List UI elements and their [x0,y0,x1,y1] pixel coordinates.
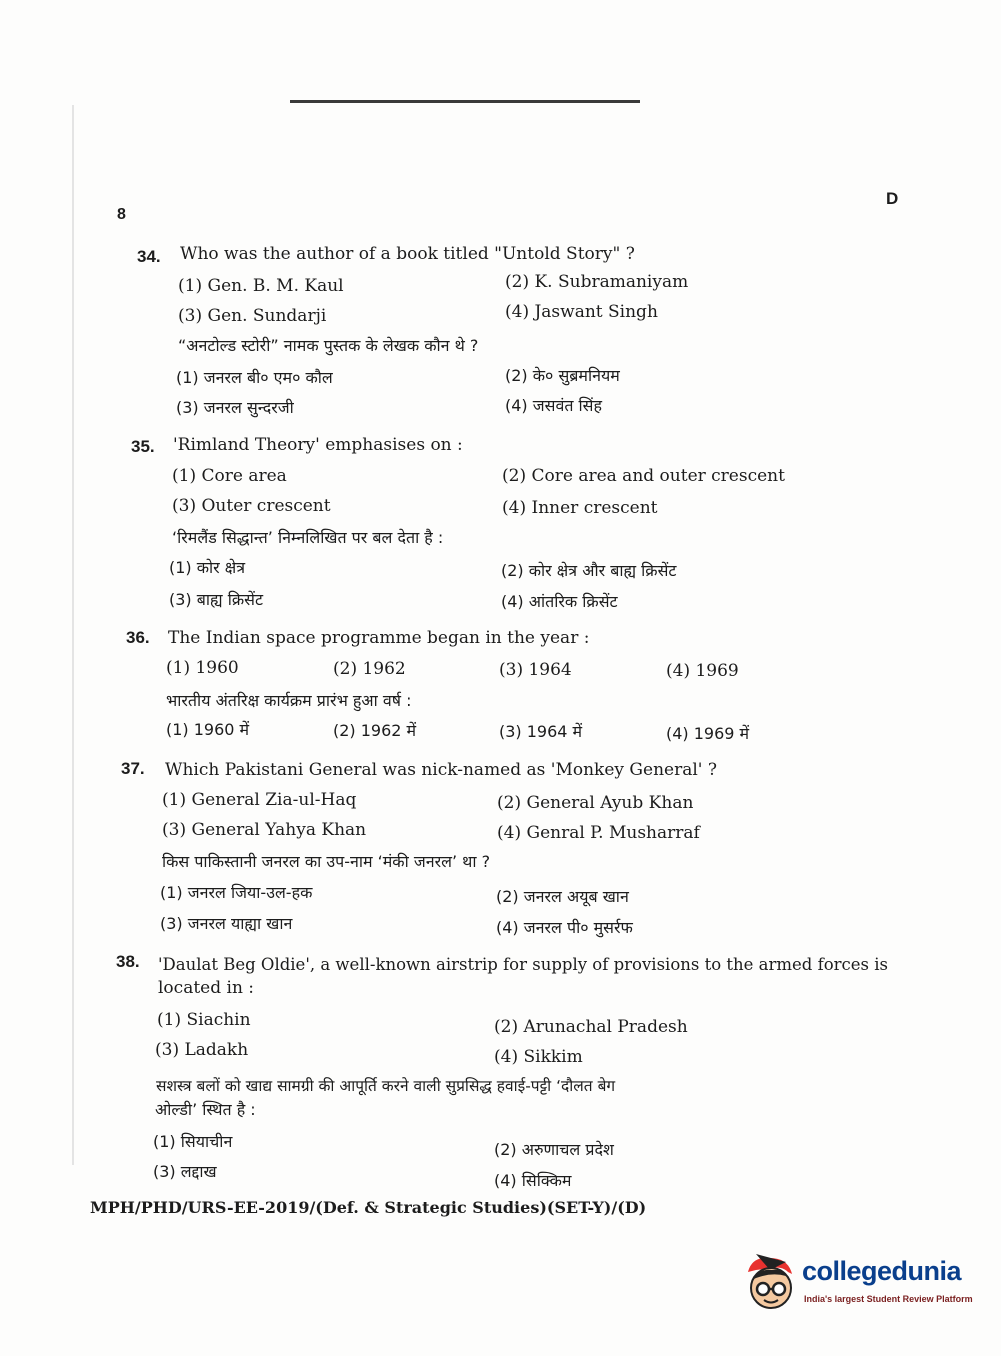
question-text-en: Who was the author of a book titled "Untold Story" ? [180,244,635,264]
question-text-hi-line-2: ओल्डी’ स्थित है : [155,1100,256,1119]
question-text-en-line-1: 'Daulat Beg Oldie', a well-known airstrip for supply of provisions to the armed forces is [158,955,889,974]
option-3-hi: (3) 1964 में [499,722,583,741]
option-2-en: (2) General Ayub Khan [497,793,694,813]
option-3-en: (3) 1964 [499,660,572,680]
header-rule [290,100,640,103]
option-2-en: (2) Core area and outer crescent [502,466,785,486]
question-text-hi: “अनटोल्ड स्टोरी” नामक पुस्तक के लेखक कौन थे ? [178,336,479,355]
brand-tagline: India's largest Student Review Platform [804,1294,973,1304]
option-3-hi: (3) जनरल सुन्दरजी [176,398,294,417]
option-4-hi: (4) सिक्किम [494,1171,572,1190]
option-2-hi: (2) कोर क्षेत्र और बाह्य क्रिसेंट [501,561,677,580]
question-text-hi-line-1: सशस्त्र बलों को खाद्य सामग्री की आपूर्ति करने वाली सुप्रसिद्ध हवाई-पट्टी ‘दौलत बेग [156,1077,616,1095]
option-3-hi: (3) जनरल याह्या खान [160,914,293,933]
option-3-en: (3) Outer crescent [172,496,331,516]
brand-name: collegedunia [802,1256,962,1286]
option-4-en: (4) 1969 [666,661,739,681]
set-code: D [886,189,899,208]
option-3-hi: (3) लद्दाख [153,1162,217,1181]
option-4-hi: (4) जनरल पी० मुसर्रफ [496,918,633,937]
question-text-hi: भारतीय अंतरिक्ष कार्यक्रम प्रारंभ हुआ वर्ष : [166,691,412,710]
question-text-en: Which Pakistani General was nick-named as 'Monkey General' ? [165,760,717,780]
option-2-hi: (2) के० सुब्रमनियम [505,366,620,385]
option-4-en: (4) Sikkim [494,1047,583,1067]
question-number: 34. [137,247,161,266]
option-3-en: (3) General Yahya Khan [162,820,367,840]
question-number: 35. [131,437,155,456]
option-1-en: (1) 1960 [166,658,239,678]
option-1-en: (1) Gen. B. M. Kaul [178,276,344,296]
option-1-en: (1) Core area [172,466,287,486]
option-4-en: (4) Jaswant Singh [505,302,658,322]
option-2-hi: (2) अरुणाचल प्रदेश [494,1140,614,1159]
option-1-hi: (1) सियाचीन [153,1132,233,1151]
option-1-en: (1) General Zia-ul-Haq [162,790,357,810]
page-edge-shadow [72,105,74,1165]
question-text-hi: ‘रिमलैंड सिद्धान्त’ निम्नलिखित पर बल देता है : [172,528,444,547]
option-1-hi: (1) जनरल बी० एम० कौल [176,368,333,387]
option-3-en: (3) Ladakh [155,1040,249,1060]
option-2-hi: (2) 1962 में [333,721,417,740]
option-3-en: (3) Gen. Sundarji [178,306,327,326]
question-text-hi: किस पाकिस्तानी जनरल का उप-नाम ‘मंकी जनरल’ था ? [162,852,491,871]
option-4-en: (4) Inner crescent [502,498,658,518]
option-3-hi: (3) बाह्य क्रिसेंट [169,590,264,609]
option-1-en: (1) Siachin [157,1010,251,1030]
question-text-en: The Indian space programme began in the year : [168,628,590,648]
option-1-hi: (1) जनरल जिया-उल-हक [160,883,313,902]
option-4-hi: (4) जसवंत सिंह [505,396,602,415]
option-4-hi: (4) आंतरिक क्रिसेंट [501,592,618,611]
mascot-with-glasses-icon [742,1250,800,1312]
paper-code-footer: MPH/PHD/URS-EE-2019/(Def. & Strategic Studies)(SET-Y)/(D) [90,1198,647,1217]
question-text-en-line-2: located in : [158,978,255,998]
option-2-en: (2) Arunachal Pradesh [494,1017,688,1037]
collegedunia-logo[interactable] [742,1250,972,1314]
option-4-en: (4) Genral P. Musharraf [497,823,700,843]
question-number: 38. [116,952,140,971]
option-1-hi: (1) 1960 में [166,720,250,739]
page-number: 8 [117,206,126,223]
option-1-hi: (1) कोर क्षेत्र [169,558,246,577]
option-2-en: (2) 1962 [333,659,406,679]
question-text-en: 'Rimland Theory' emphasises on : [173,435,463,455]
option-2-en: (2) K. Subramaniyam [505,272,689,292]
option-2-hi: (2) जनरल अयूब खान [496,887,629,906]
option-4-hi: (4) 1969 में [666,724,750,743]
question-number: 37. [121,759,145,778]
question-number: 36. [126,628,150,647]
